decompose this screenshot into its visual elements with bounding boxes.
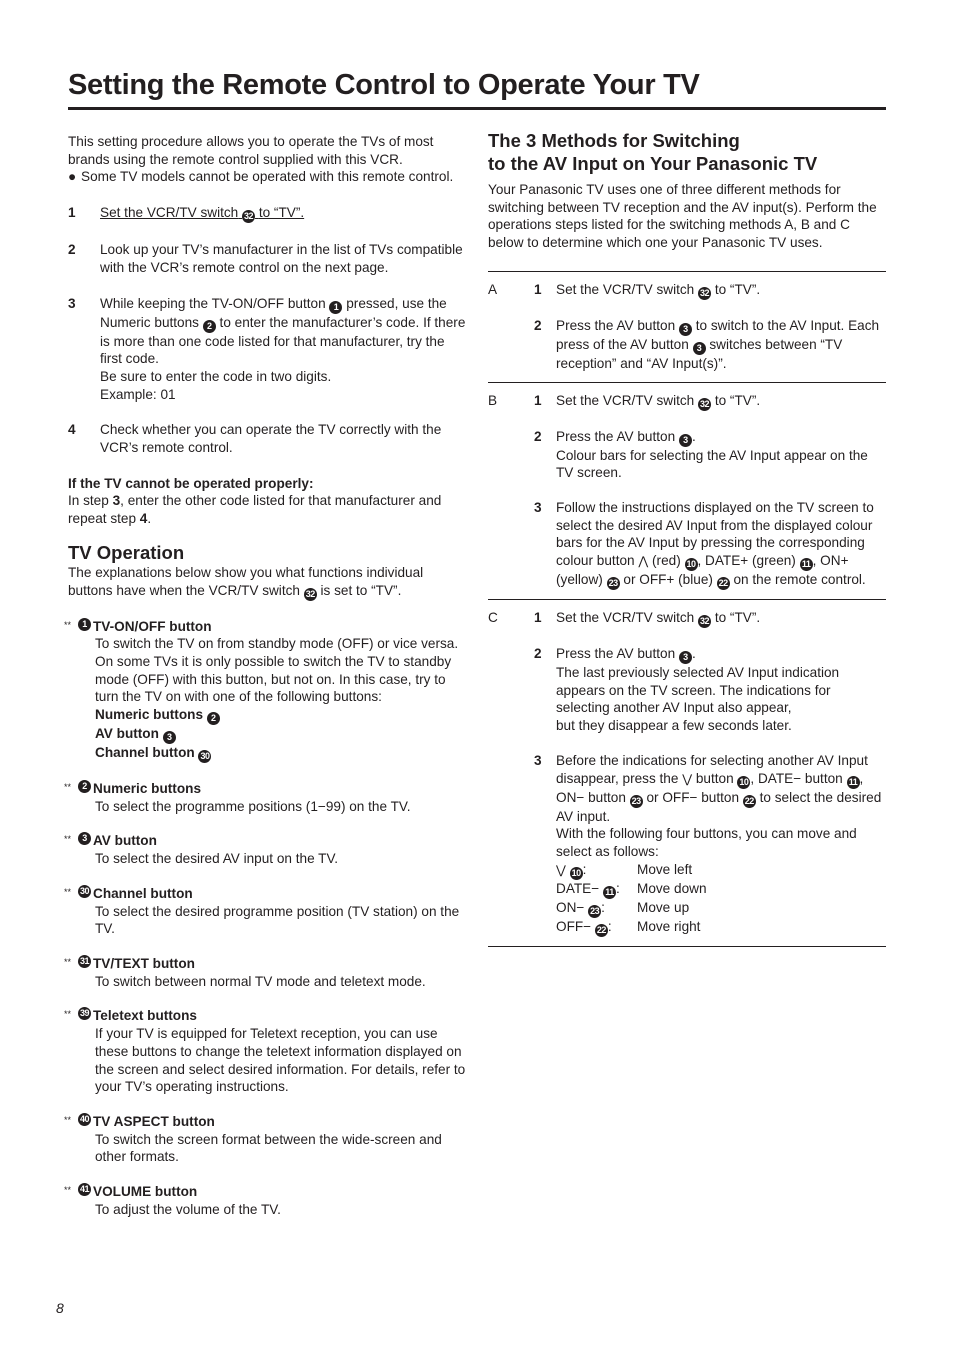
number-1-icon: 1 [329,301,342,314]
method-c [488,599,886,947]
number-23-icon: 23 [631,795,641,806]
number-3-icon: 3 [693,342,706,355]
text-part: Set the VCR/TV switch [556,610,695,626]
tv-operation-intro [68,564,468,601]
sub-label: Numeric buttons [95,707,203,723]
cannot-operate-heading: If the TV cannot be operated properly: [68,475,314,491]
text-part: Press the AV button [556,646,676,662]
step-3 [68,295,468,404]
method-letter: A [488,281,498,297]
sub-item [95,706,468,725]
number-2-icon: 2 [78,780,91,793]
number-23-icon: 23 [590,905,600,916]
step-number: 2 [534,317,542,333]
sub-label: Channel button [95,745,195,761]
cannot-operate-text [68,492,468,527]
entry-title: TV-ON/OFF button [93,618,212,634]
number-32-icon: 32 [700,398,710,409]
entry-title: Numeric buttons [93,781,201,797]
tv-operation-heading: TV Operation [68,541,185,563]
text-part: Before the indications for selecting another AV Input disappear, press the [556,752,868,786]
number-30-icon: 30 [200,751,210,762]
step-number: 4 [68,422,76,438]
entry-body [68,798,468,816]
text-part: to “TV”. [714,392,761,408]
number-23-icon: 23 [608,578,618,589]
method-step [488,499,886,590]
number-1-icon: 1 [78,618,91,631]
step-text [556,609,886,628]
entry-text: To switch the screen format between the wide-screen and other formats. [95,1131,442,1165]
text-part: Follow the instructions displayed on the TV screen to select the desired AV Input from the displayed colour bars for the AV Input by pressing the corresponding colour button [556,499,874,569]
entry-text: To switch between normal TV mode and teletext mode. [95,973,426,989]
number-32-icon: 32 [244,211,254,222]
page-number: 8 [56,1300,64,1316]
number-2-icon: 2 [207,712,220,725]
entry-head: ** 1 TV-ON/OFF button [64,618,212,634]
step-4 [68,421,468,456]
entry-head: ** 40 TV ASPECT button [64,1113,215,1129]
entry-body [68,1025,468,1096]
method-step [488,317,886,373]
entry-text: To select the desired programme position (TV station) on the TV. [95,903,460,937]
entry-head: ** 31 TV/TEXT button [64,955,195,971]
method-step [488,428,886,482]
entry-text: To adjust the volume of the TV. [95,1201,281,1217]
text-part: Press the AV button [556,428,676,444]
entry-text: If your TV is equipped for Teletext reception, you can use these buttons to change the teletext information displayed on the screen and select desired information. For details, refer to your TV’s operating instructions. [95,1026,466,1095]
text-part: : [607,918,612,934]
number-40-icon: 40 [79,1113,89,1124]
number-22-icon: 22 [718,578,728,589]
entry-volume-button [64,1183,468,1218]
entry-body [68,635,468,763]
entry-text: To select the desired AV input on the TV. [95,851,339,867]
step-number: 3 [534,499,542,515]
text-part: Colour bars for selecting the AV Input appear on the TV screen. [556,447,868,481]
text-part: With the following four buttons, you can move and select as follows: [556,826,857,859]
text-part: to “TV”. [714,610,761,626]
left-column [64,133,468,1218]
entry-head: ** 39 Teletext buttons [64,1008,197,1024]
number-3-icon: 3 [163,731,176,744]
methods-heading-line-2: to the AV Input on Your Panasonic TV [488,153,818,174]
entry-title: AV button [93,833,157,849]
step-text [556,499,886,590]
entry-title: Teletext buttons [93,1008,197,1024]
entry-teletext-buttons [64,1007,468,1096]
methods-intro: Your Panasonic TV uses one of three different methods for switching between TV reception and the AV input(s). Perform the operations steps listed for the switching methods A, B and C below to determine which one your Panasonic TV uses. [488,182,877,251]
entry-av-button [64,832,468,867]
method-letter: C [488,610,498,626]
title-rule [68,107,886,110]
sub-label: AV button [95,726,159,742]
text-part: or OFF− button [646,789,740,805]
method-step [488,609,886,628]
intro-text: This setting procedure allows you to operate the TVs of most brands using the remote control supplied with this VCR. [68,134,434,167]
entry-tv-text-button [64,955,468,990]
entry-title: Channel button [93,885,193,901]
text-part: Set the VCR/TV switch [556,392,695,408]
up-arrow-icon: ⋀ [638,554,649,569]
step-text [556,645,886,735]
text-part: or OFF+ (blue) [623,572,713,588]
number-3-icon: 3 [78,832,91,845]
direction-action: Move left [637,861,693,877]
entry-numeric-buttons [64,780,468,815]
number-32-icon: 32 [305,588,315,599]
step-line-2: Be sure to enter the code in two digits. [100,368,332,384]
bullet-icon: ● [68,169,77,185]
text-part: , DATE− button [750,770,843,786]
text-part: The explanations below show you what functions individual buttons have when the VCR/TV switch [68,564,424,598]
entry-head: ** 3 AV button [64,833,157,849]
step-number: 1 [534,610,542,626]
method-step [488,281,886,300]
direction-table [556,861,886,937]
direction-action: Move right [637,918,701,934]
methods-heading-line-1: The 3 Methods for Switching [488,130,740,151]
step-text-b: to “TV”. [258,205,305,221]
entry-title: TV ASPECT button [93,1113,215,1129]
text-part: ON− [556,899,585,915]
entry-head: ** 30 Channel button [64,885,193,901]
number-11-icon: 11 [800,558,813,571]
number-10-icon: 10 [686,559,696,570]
text-part: , ON+ (yellow) [556,553,849,588]
text-part: to select the desired AV input. [556,789,882,824]
text-part: : [615,880,620,896]
entry-head: ** 2 Numeric buttons [64,781,201,797]
down-arrow-icon: ⋁ [682,771,693,786]
direction-key [556,880,637,899]
entry-tv-aspect-button [64,1113,468,1166]
number-32-icon: 32 [700,287,710,298]
entry-body [68,1201,468,1219]
step-text: Check whether you can operate the TV correctly with the VCR’s remote control. [100,422,442,456]
text-part: to switch to the AV Input. Each press of the AV button [556,317,880,352]
step-text [556,317,886,373]
step-line-3: Example: 01 [100,386,176,402]
text-part: Set the VCR/TV switch [556,281,695,297]
number-3-icon: 3 [679,434,692,447]
direction-action: Move down [637,880,707,896]
step-number: 1 [534,392,542,408]
step-text-c: to enter the manufacturer’s code. If there is more than one code listed for that manufacturer, try the first code. [100,314,466,367]
step-number: 1 [534,281,542,297]
entry-body [68,850,468,868]
step-text [556,752,886,937]
text-part: switches between “TV reception” and “AV Input(s)”. [556,336,843,371]
number-31-icon: 31 [79,955,89,966]
step-text [100,295,468,404]
text-part: on the remote control. [733,572,866,588]
right-column [488,129,886,947]
entry-body [68,973,468,991]
direction-key [556,861,637,880]
number-10-icon: 10 [739,776,749,787]
number-11-icon: 11 [603,886,616,899]
number-3-icon: 3 [679,323,692,336]
entry-tv-on-off [64,618,468,764]
number-11-icon: 11 [847,776,860,789]
number-10-icon: 10 [571,867,581,878]
step-1 [68,204,468,223]
entry-head: ** 41 VOLUME button [64,1184,198,1200]
method-a [488,271,886,382]
number-39-icon: 39 [79,1008,89,1019]
bold-step-ref: 4 [139,511,148,527]
step-text [556,281,886,300]
page-title: Setting the Remote Control to Operate Your TV [68,69,700,101]
method-step [488,392,886,411]
entry-body [68,1131,468,1166]
step-text-b: pressed, use the Numeric buttons [100,295,447,330]
method-b [488,382,886,600]
text-part: Press the AV button [556,317,676,333]
step-number: 2 [534,646,542,662]
direction-key [556,918,637,937]
number-3-icon: 3 [679,651,692,664]
method-letter: B [488,392,498,408]
entry-text: To switch the TV on from standby mode (OFF) or vice versa. [95,636,459,652]
text-part: . [147,511,152,527]
step-number: 3 [534,752,542,768]
text-part: , ON− button [556,770,864,805]
method-step [488,645,886,735]
step-text-a: While keeping the TV-ON/OFF button [100,295,326,311]
step-text-a: Set the VCR/TV switch [100,205,239,221]
entry-title: VOLUME button [93,1184,198,1200]
number-41-icon: 41 [79,1184,89,1195]
text-part: OFF− [556,918,592,934]
step-number: 3 [68,295,76,311]
text-part: : [601,899,605,915]
number-32-icon: 32 [700,616,710,627]
step-number: 2 [534,428,542,444]
step-text [556,392,886,411]
direction-action: Move up [637,899,690,915]
text-part: The last previously selected AV Input indication appears on the TV screen. The indications for selecting another AV Input also appear, [556,665,840,716]
text-part: : [582,861,587,877]
direction-key [556,899,637,918]
step-number: 2 [68,242,76,258]
text-part: (red) [652,553,681,569]
entry-title: TV/TEXT button [93,955,195,971]
text-part: but they disappear a few seconds later. [556,718,792,734]
sub-item [95,744,468,763]
text-part: , enter the other code listed for that manufacturer and repeat step [68,493,442,527]
entry-text: On some TVs it is only possible to switch the TV to standby mode (OFF) with this button, but not on. In this case, try to turn the TV on with one of the following buttons: [95,653,452,705]
text-part: button [695,770,734,786]
entry-text: To select the programme positions (1−99) on the TV. [95,798,411,814]
sub-item [95,725,468,744]
intro-bullet [68,168,468,186]
text-part: , DATE+ (green) [697,553,796,569]
step-text [100,204,468,223]
text-part: DATE− [556,880,600,896]
text-part: to “TV”. [714,281,761,297]
text-part: . [691,646,696,662]
text-part: is set to “TV”. [320,582,402,598]
step-text: Look up your TV’s manufacturer in the list of TVs compatible with the VCR’s remote control on the next page. [100,242,463,275]
down-arrow-icon: ⋁ [556,862,566,877]
entry-body [68,903,468,938]
method-step [488,752,886,937]
text-part: In step [68,493,113,509]
number-22-icon: 22 [744,795,754,806]
step-2 [68,241,468,276]
intro-bullet-text: Some TV models cannot be operated with this remote control. [81,169,454,185]
step-text [556,428,886,482]
text-part: . [691,428,696,444]
step-number: 1 [68,205,76,221]
number-2-icon: 2 [203,320,216,333]
number-22-icon: 22 [596,924,606,935]
bold-step-ref: 3 [112,493,121,509]
entry-channel-button [64,885,468,938]
number-30-icon: 30 [79,885,89,896]
